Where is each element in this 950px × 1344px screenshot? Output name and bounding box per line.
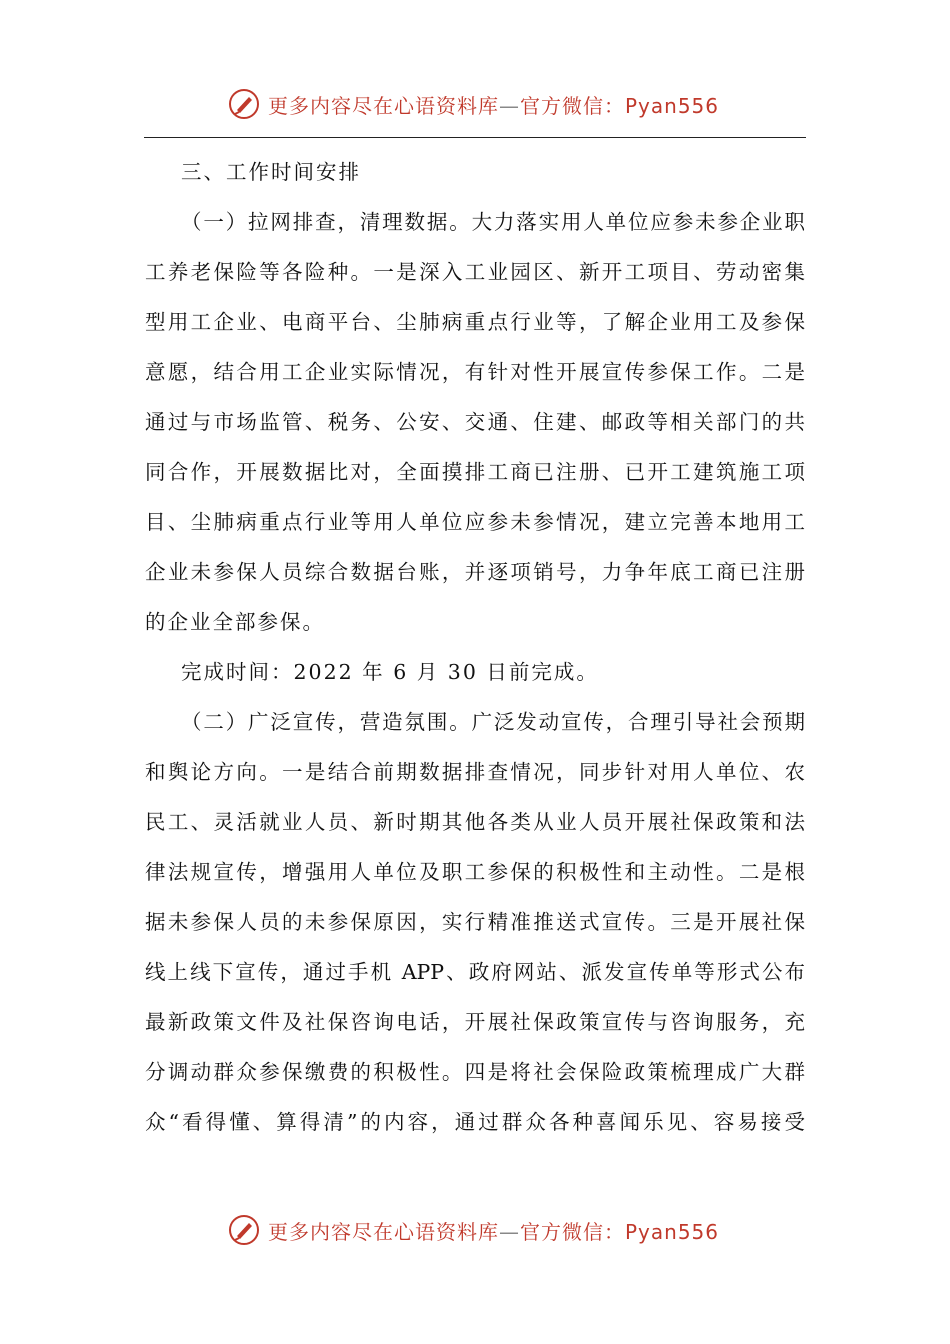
paragraph-line: 最新政策文件及社保咨询电话，开展社保政策宣传与咨询服务，充 <box>145 1010 805 1034</box>
section-title: 三、工作时间安排 <box>181 160 361 184</box>
paragraph-line: 型用工企业、电商平台、尘肺病重点行业等，了解企业用工及参保 <box>145 310 805 334</box>
paragraph-line: 目、尘肺病重点行业等用人单位应参未参情况，建立完善本地用工 <box>145 510 805 534</box>
paragraph-line: 和舆论方向。一是结合前期数据排查情况，同步针对用人单位、农 <box>145 760 805 784</box>
paragraph-line: 的企业全部参保。 <box>145 610 325 634</box>
watermark-wechat-id: Pyan556 <box>625 93 720 118</box>
watermark-site-text: 更多内容尽在心语资料库 <box>268 1219 499 1244</box>
watermark-wechat-label: 官方微信： <box>520 93 625 118</box>
paragraph-line: 律法规宣传，增强用人单位及职工参保的积极性和主动性。二是根 <box>145 860 805 884</box>
paragraph-line: 通过与市场监管、税务、公安、交通、住建、邮政等相关部门的共 <box>145 410 805 434</box>
header-watermark <box>228 84 719 124</box>
paragraph-line: 线上线下宣传，通过手机 APP、政府网站、派发宣传单等形式公布 <box>145 960 805 984</box>
paragraph-line: （二）广泛宣传，营造氛围。广泛发动宣传，合理引导社会预期 <box>181 710 805 734</box>
watermark-text <box>268 1216 719 1245</box>
paragraph-line: 据未参保人员的未参保原因，实行精准推送式宣传。三是开展社保 <box>145 910 805 934</box>
watermark-separator: — <box>499 93 520 118</box>
header-divider <box>144 137 806 138</box>
watermark-wechat-label: 官方微信： <box>520 1219 625 1244</box>
paragraph-line: 民工、灵活就业人员、新时期其他各类从业人员开展社保政策和法 <box>145 810 805 834</box>
paragraph-line: 企业未参保人员综合数据台账，并逐项销号，力争年底工商已注册 <box>145 560 805 584</box>
watermark-site-text: 更多内容尽在心语资料库 <box>268 93 499 118</box>
completion-time: 完成时间：2022 年 6 月 30 日前完成。 <box>181 660 599 684</box>
document-body <box>145 152 805 1152</box>
paragraph-line: 意愿，结合用工企业实际情况，有针对性开展宣传参保工作。二是 <box>145 360 805 384</box>
paragraph-line: 工养老保险等各险种。一是深入工业园区、新开工项目、劳动密集 <box>145 260 805 284</box>
watermark-wechat-id: Pyan556 <box>625 1219 720 1244</box>
footer-watermark <box>228 1210 719 1250</box>
paragraph-line: 分调动群众参保缴费的积极性。四是将社会保险政策梳理成广大群 <box>145 1060 805 1084</box>
paragraph-line: 同合作，开展数据比对，全面摸排工商已注册、已开工建筑施工项 <box>145 460 805 484</box>
pen-logo-icon <box>228 88 260 120</box>
pen-logo-icon <box>228 1214 260 1246</box>
paragraph-line: （一）拉网排查，清理数据。大力落实用人单位应参未参企业职 <box>181 210 805 234</box>
watermark-separator: — <box>499 1219 520 1244</box>
paragraph-line: 众“看得懂、算得清”的内容，通过群众各种喜闻乐见、容易接受 <box>145 1110 805 1134</box>
watermark-text <box>268 90 719 119</box>
